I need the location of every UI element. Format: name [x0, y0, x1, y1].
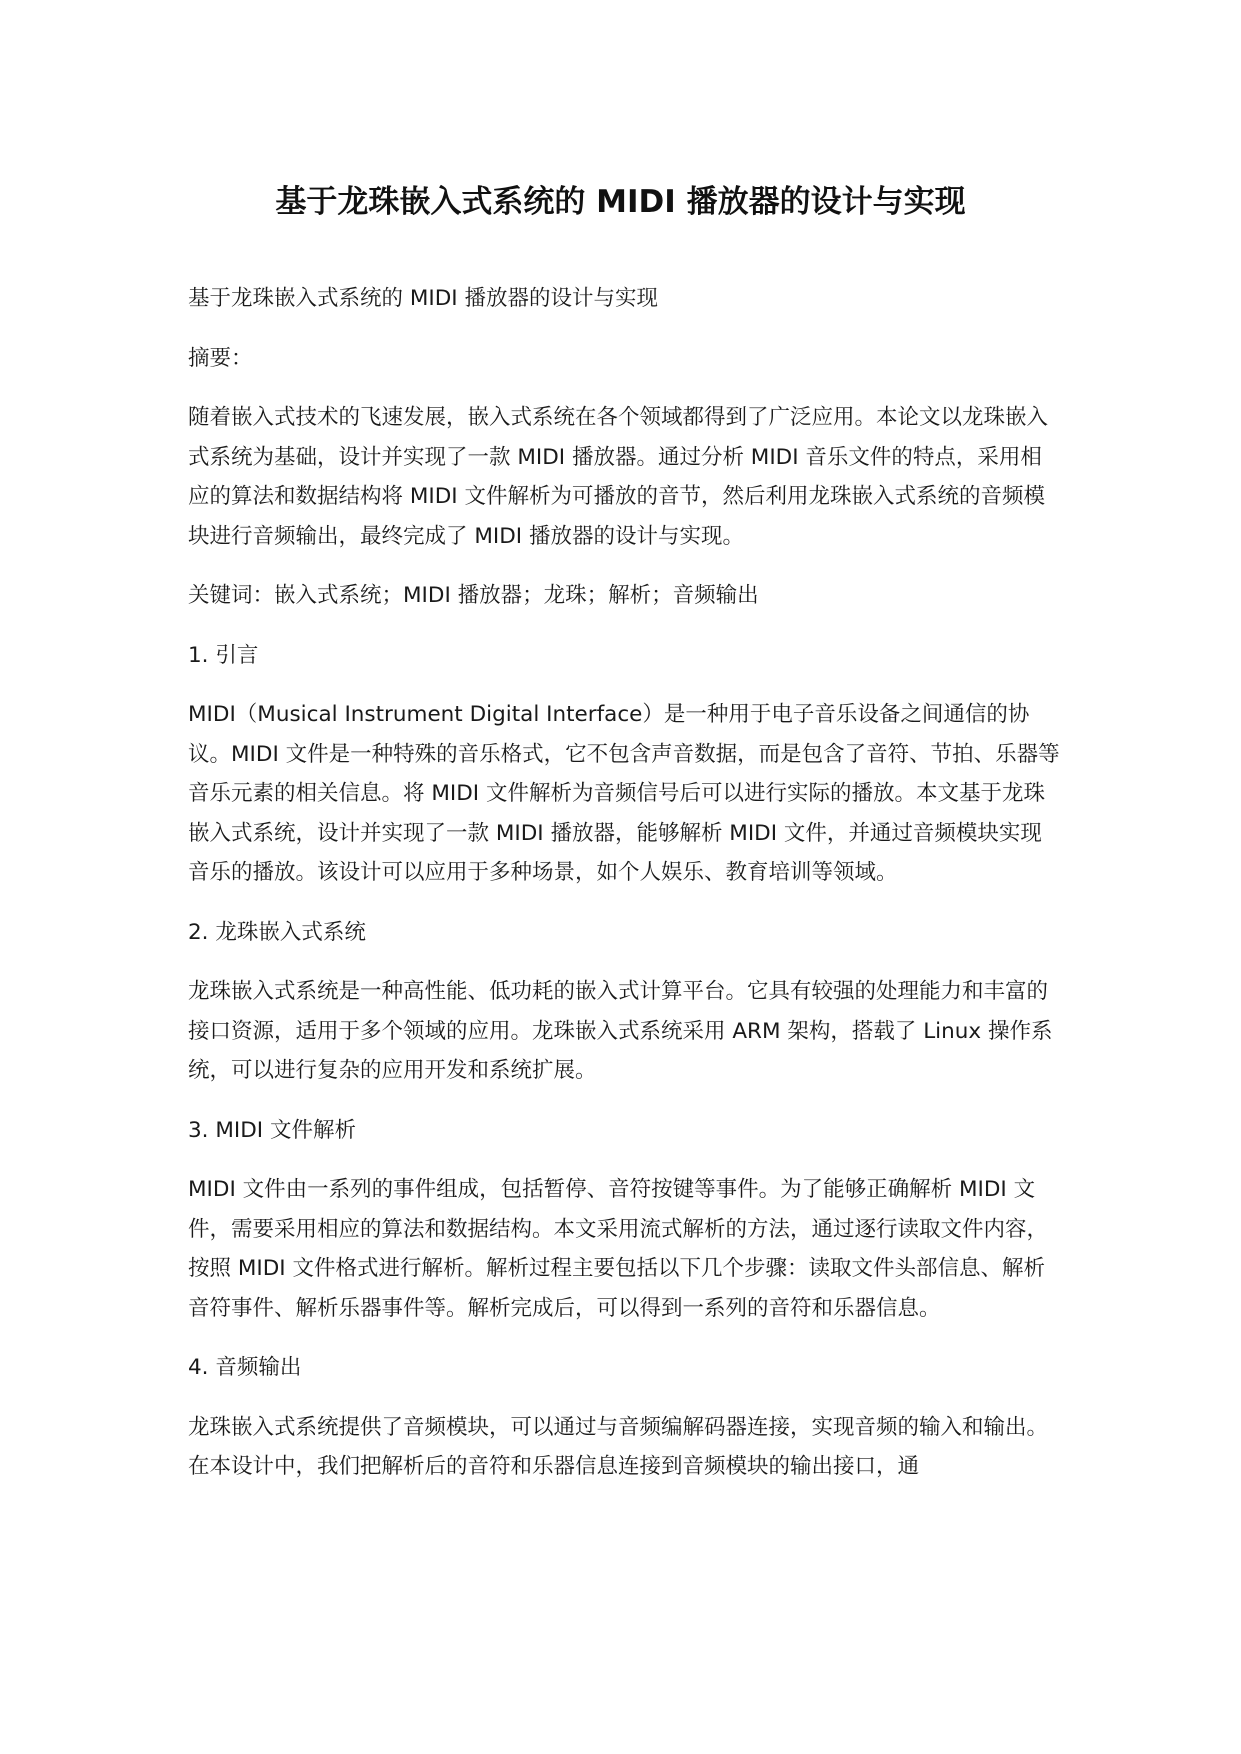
subtitle-paragraph: 基于龙珠嵌入式系统的 MIDI 播放器的设计与实现 — [188, 286, 658, 311]
document-body — [188, 279, 1060, 1507]
abstract-heading: 摘要： — [188, 345, 253, 371]
section-heading-audio-output: 4. 音频输出 — [188, 1355, 302, 1380]
section-heading-longzhu-system: 2. 龙珠嵌入式系统 — [188, 919, 366, 945]
introduction-paragraph: MIDI（Musical Instrument Digital Interface）是一种用于电子音乐设备之间通信的协议。MIDI 文件是一种特殊的音乐格式，它不包含声音数据，而是包含了音符、节拍、乐器等音乐元素的相关信息。将 MIDI 文件解析为音频信号后可以进行实际的播放。本文基于龙珠嵌入式系统，设计并实现了一款 MIDI 播放器，能够解析 MIDI 文件，并通过音频模块实现音乐的播放。该设计可以应用于多种场景，如个人娱乐、教育培训等领域。 — [188, 702, 1060, 885]
document-title: 基于龙珠嵌入式系统的 MIDI 播放器的设计与实现 — [275, 184, 966, 220]
longzhu-system-paragraph: 龙珠嵌入式系统是一种高性能、低功耗的嵌入式计算平台。它具有较强的处理能力和丰富的接口资源，适用于多个领域的应用。龙珠嵌入式系统采用 ARM 架构，搭载了 Linux 操作系统，可以进行复杂的应用开发和系统扩展。 — [188, 979, 1053, 1083]
abstract-paragraph: 随着嵌入式技术的飞速发展，嵌入式系统在各个领域都得到了广泛应用。本论文以龙珠嵌入式系统为基础，设计并实现了一款 MIDI 播放器。通过分析 MIDI 音乐文件的特点，采用相应的算法和数据结构将 MIDI 文件解析为可播放的音节，然后利用龙珠嵌入式系统的音频模块进行音频输出，最终完成了 MIDI 播放器的设计与实现。 — [188, 405, 1049, 549]
audio-output-paragraph: 龙珠嵌入式系统提供了音频模块，可以通过与音频编解码器连接，实现音频的输入和输出。在本设计中，我们把解析后的音符和乐器信息连接到音频模块的输出接口，通 — [188, 1414, 1049, 1479]
section-heading-midi-parsing: 3. MIDI 文件解析 — [188, 1117, 356, 1143]
midi-parsing-paragraph: MIDI 文件由一系列的事件组成，包括暂停、音符按键等事件。为了能够正确解析 MIDI 文件，需要采用相应的算法和数据结构。本文采用流式解析的方法，通过逐行读取文件内容，按照 MIDI 文件格式进行解析。解析过程主要包括以下几个步骤：读取文件头部信息、解析音符事件、解析乐器事件等。解析完成后，可以得到一系列的音符和乐器信息。 — [188, 1177, 1049, 1321]
section-heading-introduction: 1. 引言 — [188, 642, 259, 668]
keywords-paragraph: 关键词：嵌入式系统；MIDI 播放器；龙珠；解析；音频输出 — [188, 583, 759, 608]
